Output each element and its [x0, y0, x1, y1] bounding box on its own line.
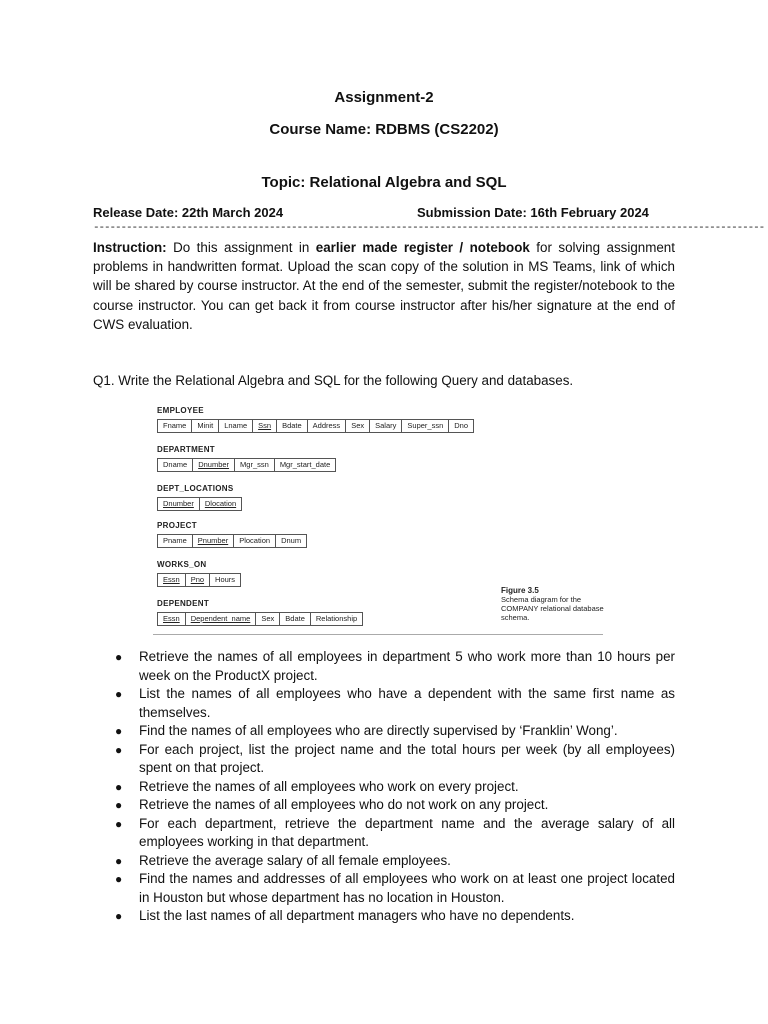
schema-diagram [153, 402, 603, 638]
dates-row [93, 205, 675, 220]
query-text: Retrieve the names of all employees in department 5 who work more than 10 hours per week on the ProductX project. [139, 649, 675, 683]
relation-name-department: DEPARTMENT [157, 445, 215, 454]
query-text: Retrieve the average salary of all female employees. [139, 852, 451, 868]
attribute-cell: Salary [370, 420, 402, 432]
schema-bottom-rule [153, 634, 603, 635]
attribute-cell: Dno [454, 421, 469, 430]
query-item [93, 796, 675, 815]
figure-caption: Schema diagram for the COMPANY relational database schema. [501, 595, 604, 622]
relation-name-project: PROJECT [157, 521, 197, 530]
instruction-text-1: Do this assignment in [166, 240, 316, 255]
instruction-paragraph [93, 238, 675, 334]
attribute-cell: Dlocation [204, 499, 237, 508]
attribute-cell: Dname [158, 459, 193, 471]
attribute-cell: Essn [158, 574, 186, 586]
query-item [93, 815, 675, 852]
relation-row-project [157, 534, 307, 548]
dashed-divider: -------------------------------------------------------------------------------------------------------------------------- [93, 222, 765, 234]
release-date: Release Date: 22th March 2024 [93, 205, 284, 220]
query-text: Find the names of all employees who are directly supervised by ‘Franklin’ Wong’. [139, 723, 618, 738]
attribute-cell: Mgr_start_date [279, 460, 331, 469]
bullet-icon: ● [115, 650, 123, 664]
relation-name-employee: EMPLOYEE [157, 406, 204, 415]
relation-name-dept-locations: DEPT_LOCATIONS [157, 484, 234, 493]
attribute-cell: Minit [192, 420, 219, 432]
query-text: List the names of all employees who have a dependent with the same first name as themselves. [139, 686, 675, 720]
instruction-bold: earlier made register / notebook [315, 240, 530, 255]
attribute-cell: Bdate [277, 420, 308, 432]
relation-name-works-on: WORKS_ON [157, 560, 207, 569]
attribute-cell: Plocation [234, 535, 276, 547]
relation-name-dependent: DEPENDENT [157, 599, 210, 608]
question-1: Q1. Write the Relational Algebra and SQL for the following Query and databases. [93, 373, 574, 388]
bullet-icon: ● [115, 853, 123, 868]
query-text: For each project, list the project name and the total hours per week (by all employees) spent on that project. [139, 741, 675, 775]
query-text: Retrieve the names of all employees who work on every project. [139, 778, 519, 794]
relation-row-works-on [157, 573, 241, 587]
bullet-icon: ● [115, 872, 123, 886]
attribute-cell: Dnumber [193, 459, 235, 471]
bullet-icon: ● [115, 909, 123, 923]
attribute-cell: Essn [158, 613, 186, 625]
query-text: List the last names of all department managers who have no dependents. [139, 908, 575, 923]
attribute-cell: Pnumber [193, 535, 234, 547]
attribute-cell: Relationship [315, 614, 358, 623]
attribute-cell: Ssn [253, 420, 277, 432]
query-item [93, 685, 675, 722]
attribute-cell: Mgr_ssn [235, 459, 275, 471]
submission-date: Submission Date: 16th February 2024 [417, 205, 649, 220]
topic-heading: Topic: Relational Algebra and SQL [261, 174, 507, 191]
attribute-cell: Address [308, 420, 347, 432]
course-name: Course Name: RDBMS (CS2202) [269, 121, 499, 138]
instruction-label: Instruction: [93, 240, 167, 255]
query-text: Find the names and addresses of all employees who work on at least one project located in Houston but whose department has no location in Houston. [139, 871, 675, 905]
instruction-text-2: for solving assignment problems in handwritten format. Upload the scan copy of the solution in MS Teams, link of which will be shared by course instructor. At the end of the semester, submit the register/notebook to the course instructor. You can get back it from course instructor after his/her signature at the end of CWS evaluation. [93, 240, 675, 332]
attribute-cell: Sex [256, 613, 280, 625]
figure-caption-block [501, 586, 611, 622]
relation-row-dependent [157, 612, 363, 626]
relation-row-employee [157, 419, 474, 433]
figure-label: Figure 3.5 [501, 586, 539, 595]
attribute-cell: Dnum [281, 536, 302, 545]
query-item [93, 852, 675, 871]
query-item [93, 870, 675, 907]
attribute-cell: Hours [215, 575, 236, 584]
attribute-cell: Dependent_name [186, 613, 257, 625]
bullet-icon: ● [115, 779, 123, 794]
bullet-icon: ● [115, 798, 123, 812]
attribute-cell: Bdate [280, 613, 311, 625]
assignment-title: Assignment-2 [334, 89, 434, 106]
query-item [93, 741, 675, 778]
query-text: For each department, retrieve the department name and the average salary of all employees working in that department. [139, 815, 675, 849]
query-item [93, 722, 675, 741]
relation-row-dept-locations [157, 497, 242, 511]
attribute-cell: Super_ssn [402, 420, 449, 432]
attribute-cell: Dnumber [158, 498, 200, 510]
bullet-icon: ● [115, 816, 123, 831]
query-item [93, 778, 675, 797]
attribute-cell: Lname [219, 420, 253, 432]
bullet-icon: ● [115, 687, 123, 701]
attribute-cell: Pno [186, 574, 210, 586]
bullet-icon: ● [115, 742, 123, 757]
relation-row-department [157, 458, 336, 472]
query-item [93, 907, 675, 926]
query-text: Retrieve the names of all employees who do not work on any project. [139, 797, 549, 812]
attribute-cell: Fname [158, 420, 192, 432]
bullet-icon: ● [115, 724, 123, 738]
attribute-cell: Pname [158, 535, 193, 547]
attribute-cell: Sex [346, 420, 370, 432]
query-list [93, 648, 675, 926]
query-item [93, 648, 675, 685]
